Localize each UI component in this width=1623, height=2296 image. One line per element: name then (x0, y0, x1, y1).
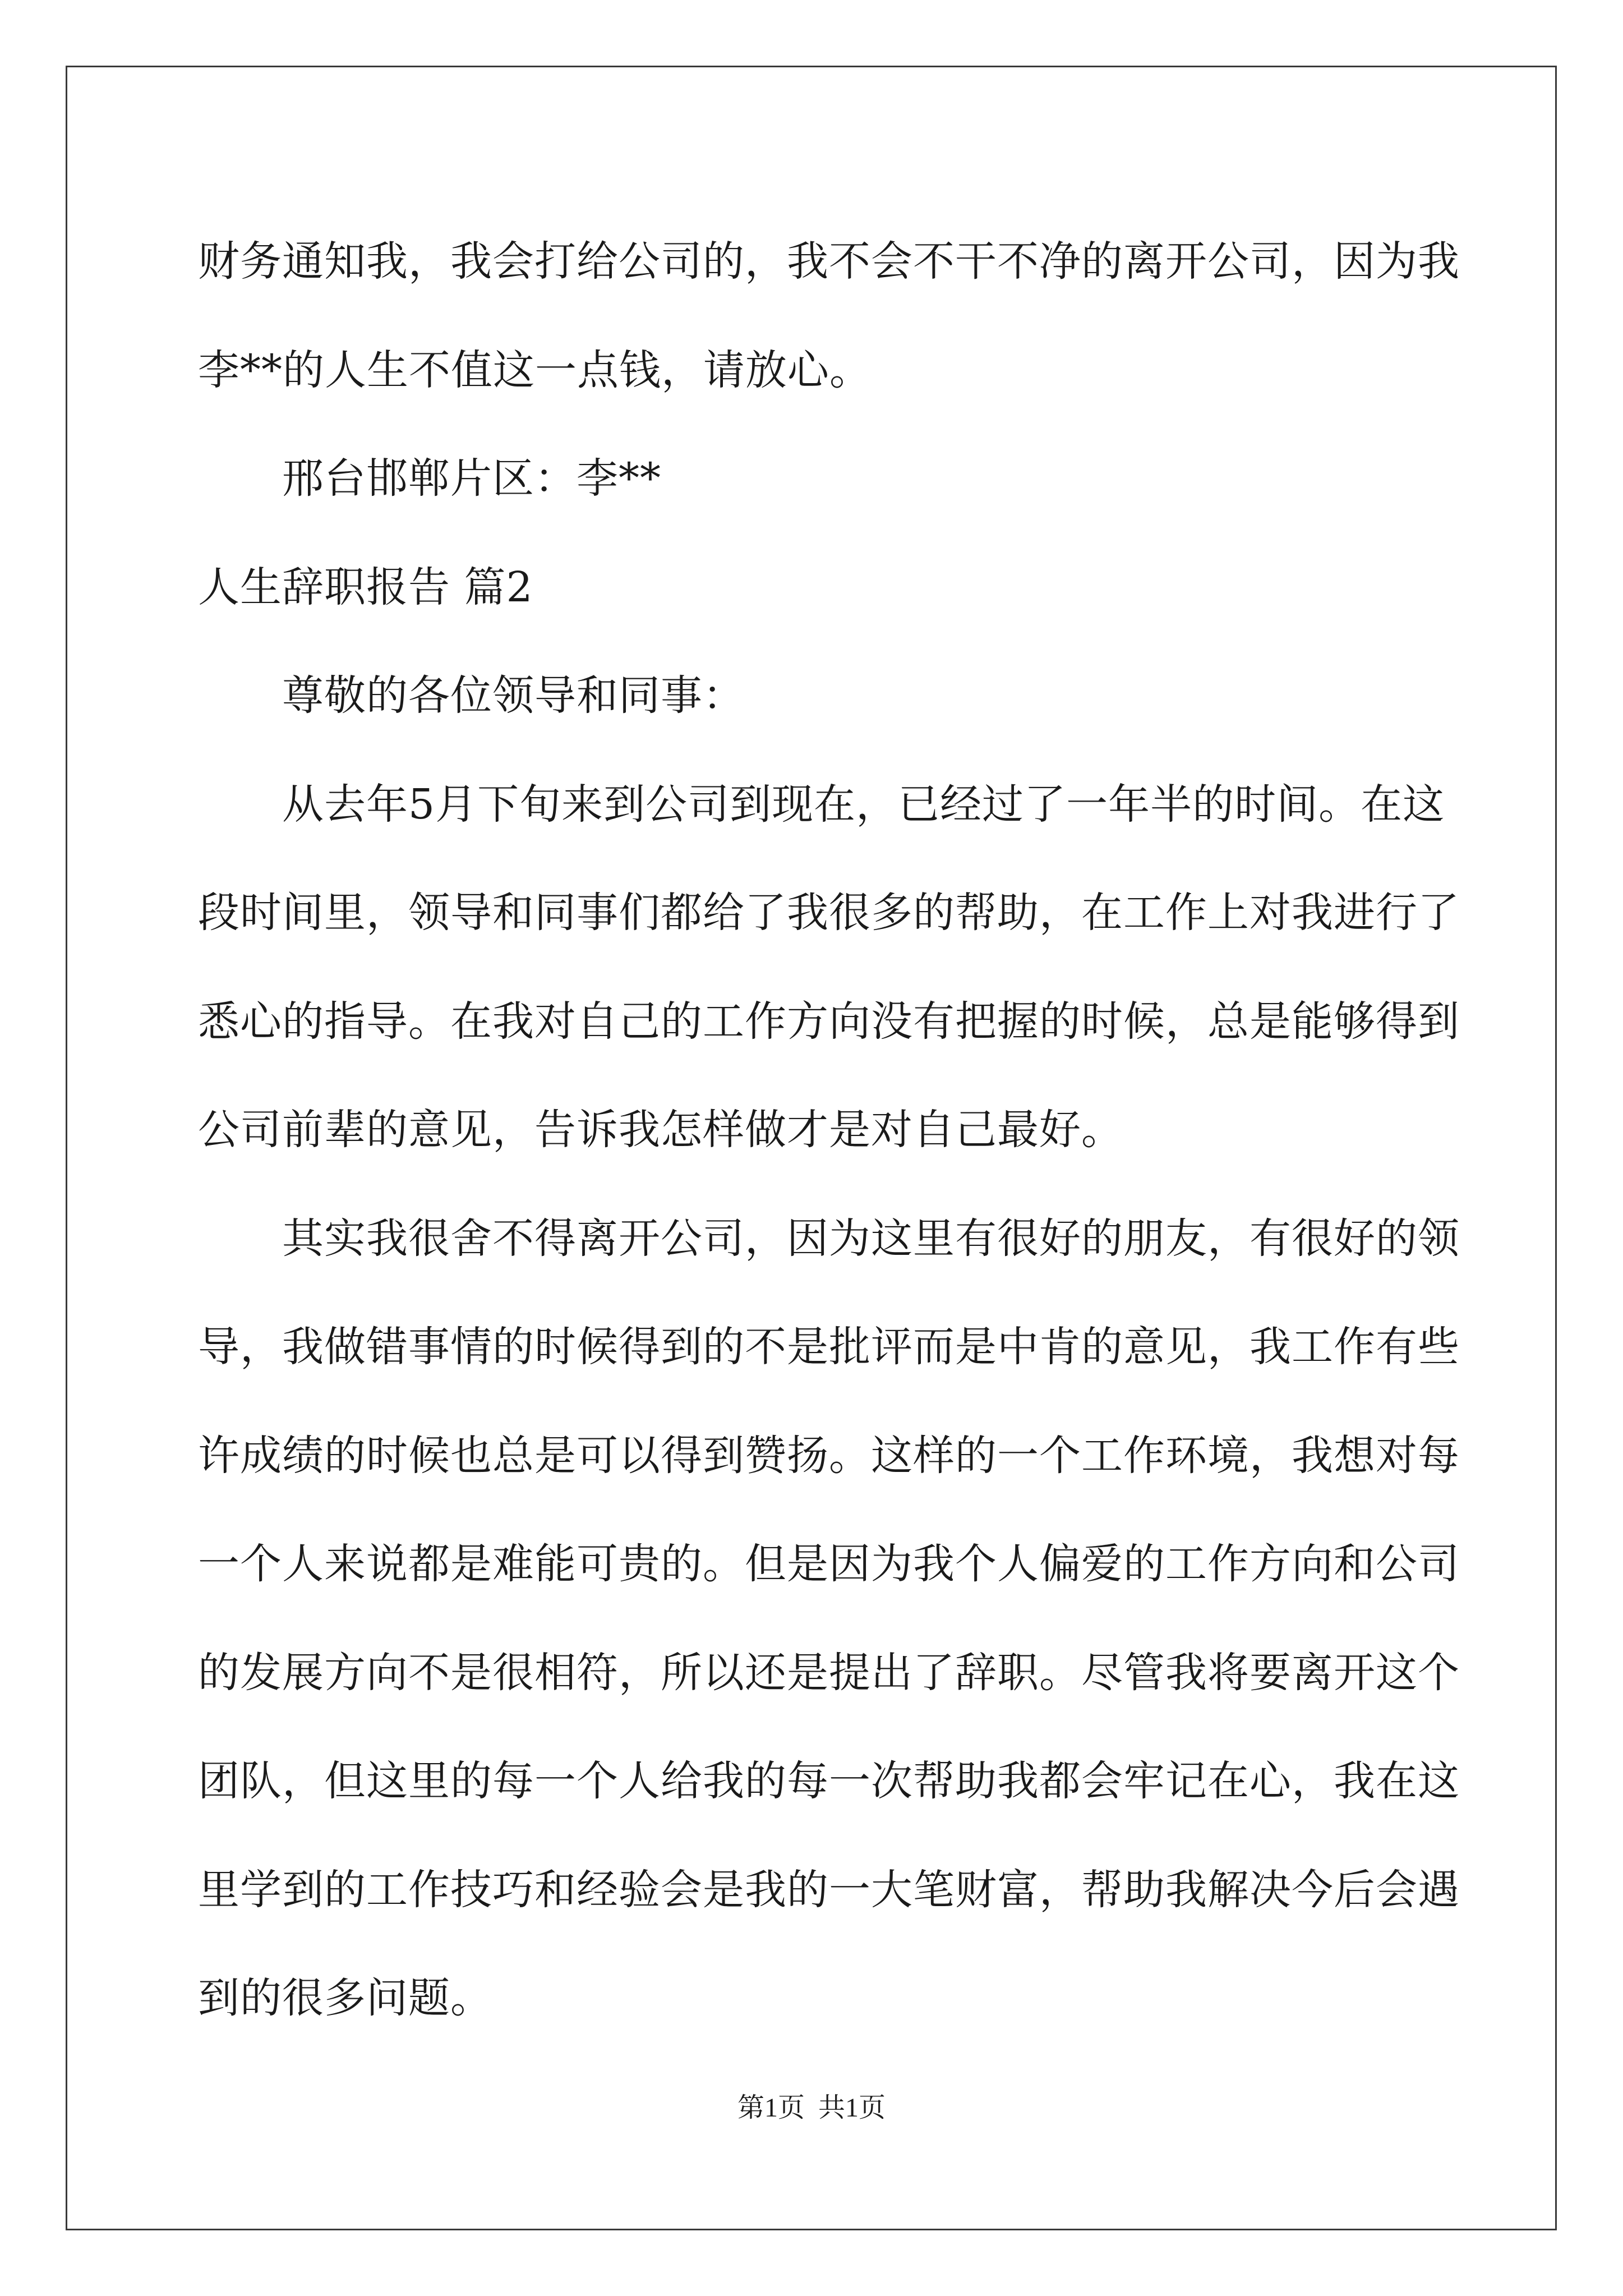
text-line: 到的很多问题。 (198, 1974, 492, 2022)
text-line: 导，我做错事情的时候得到的不是批评而是中肯的意见，我工作有些 (198, 1323, 1460, 1371)
page-footer (0, 2086, 1623, 2124)
section-heading: 人生辞职报告 篇2 (198, 563, 533, 611)
page-number: 第1页 (737, 2093, 805, 2123)
salutation: 尊敬的各位领导和同事： (282, 671, 745, 720)
text-line: 其实我很舍不得离开公司，因为这里有很好的朋友，有很好的领 (282, 1214, 1460, 1263)
text-line: 许成绩的时候也总是可以得到赞扬。这样的一个工作环境，我想对每 (198, 1431, 1460, 1480)
signature-line: 邢台邯郸片区：李** (282, 454, 661, 503)
text-line: 财务通知我，我会打给公司的，我不会不干不净的离开公司，因为我 (198, 237, 1460, 286)
text-line: 段时间里，领导和同事们都给了我很多的帮助，在工作上对我进行了 (198, 889, 1460, 937)
text-line: 里学到的工作技巧和经验会是我的一大笔财富，帮助我解决今后会遇 (198, 1865, 1460, 1914)
document-body (198, 208, 1460, 2053)
text-line: 团队，但这里的每一个人给我的每一次帮助我都会牢记在心，我在这 (198, 1757, 1460, 1805)
text-line: 的发展方向不是很相符，所以还是提出了辞职。尽管我将要离开这个 (198, 1648, 1460, 1697)
page-total: 共1页 (818, 2093, 886, 2123)
text-line: 一个人来说都是难能可贵的。但是因为我个人偏爱的工作方向和公司 (198, 1540, 1460, 1588)
text-line: 李**的人生不值这一点钱，请放心。 (198, 346, 872, 394)
text-line: 从去年5月下旬来到公司到现在，已经过了一年半的时间。在这 (282, 780, 1445, 829)
text-line: 公司前辈的意见，告诉我怎样做才是对自己最好。 (198, 1106, 1123, 1154)
text-line: 悉心的指导。在我对自己的工作方向没有把握的时候，总是能够得到 (198, 997, 1460, 1046)
